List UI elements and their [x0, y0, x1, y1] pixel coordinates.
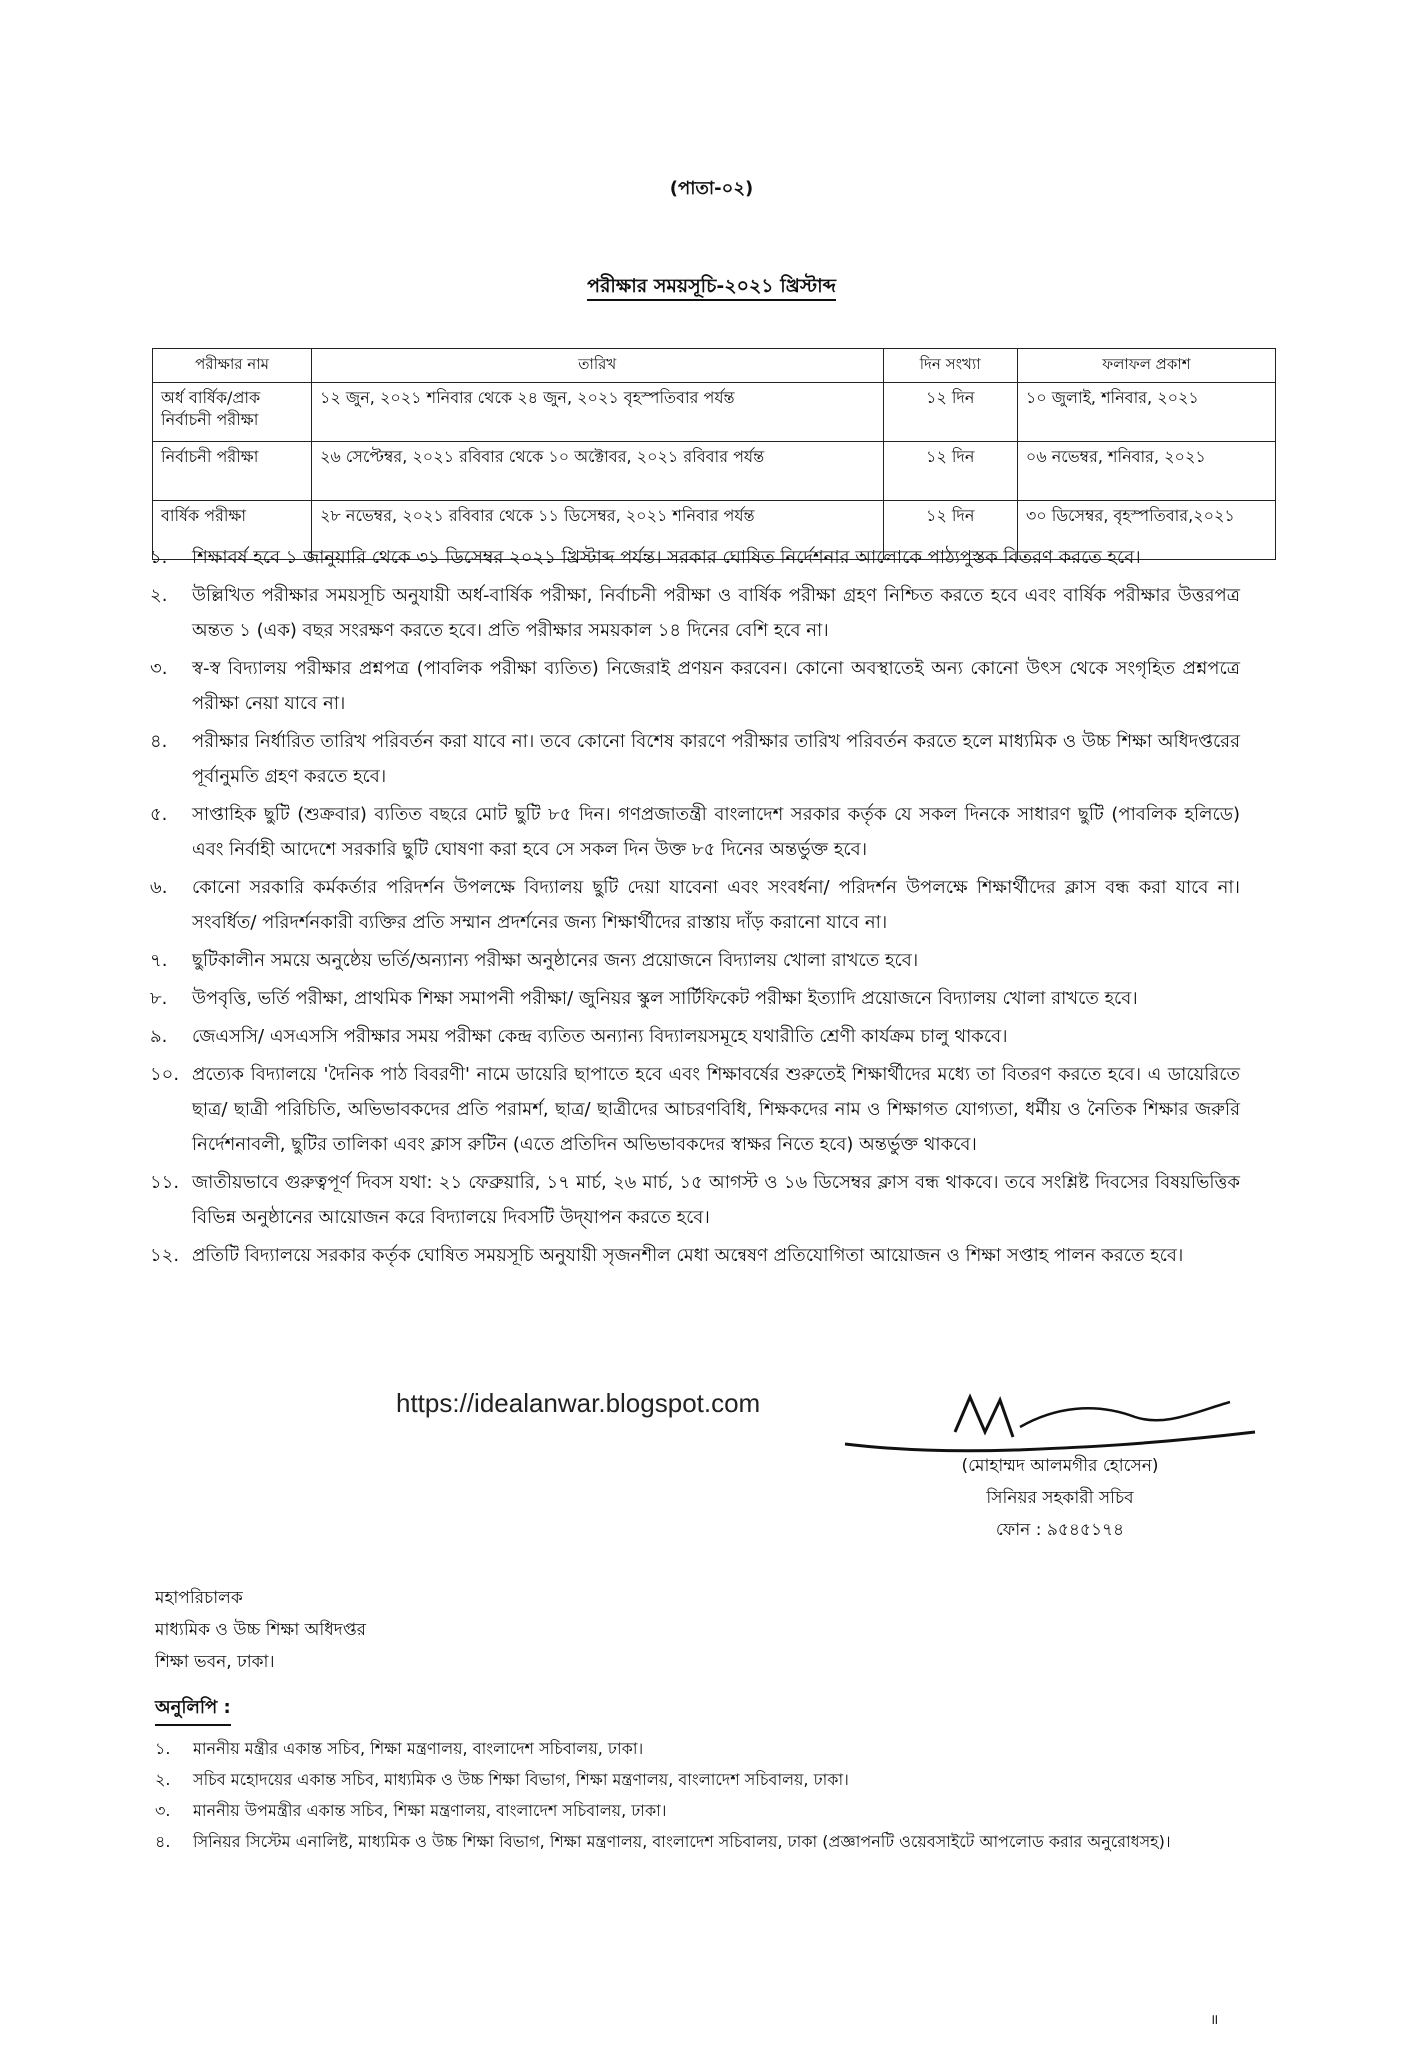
cell-days: ১২ দিন — [883, 442, 1017, 501]
cell-days: ১২ দিন — [883, 383, 1017, 442]
signature-block — [870, 1450, 1250, 1546]
cell-result: ১০ জুলাই, শনিবার, ২০২১ — [1017, 383, 1275, 442]
list-item — [155, 1733, 1255, 1764]
item-number: ৫. — [150, 804, 168, 825]
item-text: জেএসসি/ এসএসসি পরীক্ষার সময় পরীক্ষা কেন্দ্র ব্যতিত অন্যান্য বিদ্যালয়সমূহে যথারীতি শ্রেণী কার্যক্রম চালু থাকবে। — [192, 1026, 1008, 1047]
list-item — [150, 1165, 1240, 1235]
cell-result: ০৬ নভেম্বর, শনিবার, ২০২১ — [1017, 442, 1275, 501]
cell-days: ১২ দিন — [883, 501, 1017, 560]
signer-phone: ফোন : ৯৫৪৫১৭৪ — [995, 1520, 1125, 1540]
item-text: জাতীয়ভাবে গুরুত্বপূর্ণ দিবস যথা: ২১ ফেব্রুয়ারি, ১৭ মার্চ, ২৬ মার্চ, ১৫ আগস্ট ও ১৬ ডিসেম্বর ক্লাস বন্ধ থাকবে। তবে সংশ্লিষ্ট দিবসের বিষয়ভিত্তিক বিভিন্ন অনুষ্ঠানের আয়োজন করে বিদ্যালয়ে দিবসটি উদ্‌যাপন করতে হবে। — [192, 1172, 1240, 1228]
list-item — [150, 724, 1240, 794]
document-title: পরীক্ষার সময়সূচি-২০২১ খ্রিস্টাব্দ — [0, 272, 1423, 304]
cell-date: ২৬ সেপ্টেম্বর, ২০২১ রবিবার থেকে ১০ অক্টোবর, ২০২১ রবিবার পর্যন্ত — [312, 442, 883, 501]
item-text: মাননীয় উপমন্ত্রীর একান্ত সচিব, শিক্ষা মন্ত্রণালয়, বাংলাদেশ সচিবালয়, ঢাকা। — [193, 1801, 667, 1820]
item-text: স্ব-স্ব বিদ্যালয় পরীক্ষার প্রশ্নপত্র (পাবলিক পরীক্ষা ব্যতিত) নিজেরাই প্রণয়ন করবেন। কোনো অবস্থাতেই অন্য কোনো উৎস থেকে সংগৃহিত প্রশ্নপত্রে পরীক্ষা নেয়া যাবে না। — [192, 658, 1240, 714]
item-text: মাননীয় মন্ত্রীর একান্ত সচিব, শিক্ষা মন্ত্রণালয়, বাংলাদেশ সচিবালয়, ঢাকা। — [193, 1739, 644, 1758]
watermark-url: https://idealanwar.blogspot.com — [396, 1388, 761, 1418]
item-number: ১. — [150, 547, 168, 568]
list-item — [150, 1238, 1240, 1273]
item-text: উল্লিখিত পরীক্ষার সময়সূচি অনুযায়ী অর্ধ-বার্ষিক পরীক্ষা, নির্বাচনী পরীক্ষা ও বার্ষিক পরীক্ষা গ্রহণ নিশ্চিত করতে হবে এবং বার্ষিক পরীক্ষার উত্তরপত্র অন্তত ১ (এক) বছর সংরক্ষণ করতে হবে। প্রতি পরীক্ষার সময়কাল ১৪ দিনের বেশি হবে না। — [192, 585, 1240, 641]
item-text: পরীক্ষার নির্ধারিত তারিখ পরিবর্তন করা যাবে না। তবে কোনো বিশেষ কারণে পরীক্ষার তারিখ পরিবর্তন করতে হলে মাধ্যমিক ও উচ্চ শিক্ষা অধিদপ্তরের পূর্বানুমতি গ্রহণ করতে হবে। — [192, 731, 1240, 787]
item-number: ১২. — [150, 1245, 180, 1266]
copies-heading: অনুলিপি : — [155, 1693, 231, 1726]
item-number: ১০. — [150, 1064, 180, 1085]
item-number: ১. — [155, 1739, 171, 1758]
list-item — [155, 1764, 1255, 1795]
table-row — [153, 383, 1276, 442]
item-number: ৯. — [150, 1026, 168, 1047]
exam-schedule-table — [152, 348, 1276, 560]
item-text: প্রতিটি বিদ্যালয়ে সরকার কর্তৃক ঘোষিত সময়সূচি অনুযায়ী সৃজনশীল মেধা অন্বেষণ প্রতিযোগিতা আয়োজন ও শিক্ষা সপ্তাহ পালন করতে হবে। — [192, 1245, 1184, 1266]
table-row — [153, 442, 1276, 501]
signer-name: (মোহাম্মদ আলমগীর হোসেন) — [961, 1456, 1159, 1476]
item-number: ৭. — [150, 950, 168, 971]
item-number: ১১. — [150, 1172, 180, 1193]
item-number: ২. — [155, 1770, 171, 1789]
col-header-date: তারিখ — [312, 349, 883, 383]
cell-exam-name: অর্ধ বার্ষিক/প্রাক নির্বাচনী পরীক্ষা — [153, 383, 312, 442]
item-number: ৬. — [150, 877, 168, 898]
item-text: সাপ্তাহিক ছুটি (শুক্রবার) ব্যতিত বছরে মোট ছুটি ৮৫ দিন। গণপ্রজাতন্ত্রী বাংলাদেশ সরকার কর্তৃক যে সকল দিনকে সাধারণ ছুটি (পাবলিক হলিডে) এবং নির্বাহী আদেশে সরকারি ছুটি ঘোষণা করা হবে সে সকল দিন উক্ত ৮৫ দিনের অন্তর্ভুক্ত হবে। — [192, 804, 1240, 860]
recipient-line: মহাপরিচালক — [155, 1588, 243, 1608]
list-item — [150, 1057, 1240, 1162]
item-number: ৪. — [150, 731, 168, 752]
item-text: ছুটিকালীন সময়ে অনুষ্ঠেয় ভর্তি/অন্যান্য পরীক্ষা অনুষ্ঠানের জন্য প্রয়োজনে বিদ্যালয় খোলা রাখতে হবে। — [192, 950, 919, 971]
list-item — [150, 981, 1240, 1016]
item-text: সচিব মহোদয়ের একান্ত সচিব, মাধ্যমিক ও উচ্চ শিক্ষা বিভাগ, শিক্ষা মন্ত্রণালয়, বাংলাদেশ সচিবালয়, ঢাকা। — [193, 1770, 849, 1789]
signer-designation: সিনিয়র সহকারী সচিব — [986, 1488, 1134, 1508]
item-text: কোনো সরকারি কর্মকর্তার পরিদর্শন উপলক্ষে বিদ্যালয় ছুটি দেয়া যাবেনা এবং সংবর্ধনা/ পরিদর্শন উপলক্ষে শিক্ষার্থীদের ক্লাস বন্ধ করা যাবে না। সংবর্ধিত/ পরিদর্শনকারী ব্যক্তির প্রতি সম্মান প্রদর্শনের জন্য শিক্ষার্থীদের রাস্তায় দাঁড় করানো যাবে না। — [192, 877, 1240, 933]
list-item — [155, 1826, 1255, 1857]
page-number-label: (পাতা-০২) — [669, 178, 754, 199]
page-end-mark: ॥ — [1210, 2012, 1219, 2028]
item-number: ২. — [150, 585, 168, 606]
cell-date: ২৮ নভেম্বর, ২০২১ রবিবার থেকে ১১ ডিসেম্বর, ২০২১ শনিবার পর্যন্ত — [312, 501, 883, 560]
item-text: শিক্ষাবর্ষ হবে ১ জানুয়ারি থেকে ৩১ ডিসেম্বর ২০২১ খ্রিস্টাব্দ পর্যন্ত। সরকার ঘোষিত নির্দেশনার আলোকে পাঠ্যপুস্তক বিতরণ করতে হবে। — [192, 547, 1141, 568]
list-item — [150, 943, 1240, 978]
item-text: উপবৃত্তি, ভর্তি পরীক্ষা, প্রাথমিক শিক্ষা সমাপনী পরীক্ষা/ জুনিয়র স্কুল সার্টিফিকেট পরীক্ষা ইত্যাদি প্রয়োজনে বিদ্যালয় খোলা রাখতে হবে। — [192, 988, 1138, 1009]
item-text: সিনিয়র সিস্টেম এনালিষ্ট, মাধ্যমিক ও উচ্চ শিক্ষা বিভাগ, শিক্ষা মন্ত্রণালয়, বাংলাদেশ সচিবালয়, ঢাকা (প্রজ্ঞাপনটি ওয়েবসাইটে আপলোড করার অনুরোধসহ)। — [193, 1832, 1171, 1851]
recipient-block — [155, 1582, 366, 1678]
cell-date: ১২ জুন, ২০২১ শনিবার থেকে ২৪ জুন, ২০২১ বৃহস্পতিবার পর্যন্ত — [312, 383, 883, 442]
table-header-row — [153, 349, 1276, 383]
col-header-days: দিন সংখ্যা — [883, 349, 1017, 383]
copies-list — [155, 1733, 1255, 1857]
item-number: ৮. — [150, 988, 168, 1009]
recipient-line: শিক্ষা ভবন, ঢাকা। — [155, 1652, 275, 1672]
cell-result: ৩০ ডিসেম্বর, বৃহস্পতিবার,২০২১ — [1017, 501, 1275, 560]
list-item — [150, 870, 1240, 940]
item-number: ৩. — [155, 1801, 171, 1820]
list-item — [150, 651, 1240, 721]
list-item — [150, 1019, 1240, 1054]
item-number: ৪. — [155, 1832, 171, 1851]
recipient-line: মাধ্যমিক ও উচ্চ শিক্ষা অধিদপ্তর — [155, 1620, 367, 1640]
col-header-result: ফলাফল প্রকাশ — [1017, 349, 1275, 383]
cell-exam-name: বার্ষিক পরীক্ষা — [153, 501, 312, 560]
instruction-list — [150, 540, 1240, 1276]
list-item — [150, 797, 1240, 867]
list-item — [150, 540, 1240, 575]
col-header-exam-name: পরীক্ষার নাম — [153, 349, 312, 383]
list-item — [150, 578, 1240, 648]
item-number: ৩. — [150, 658, 168, 679]
item-text: প্রত্যেক বিদ্যালয়ে 'দৈনিক পাঠ বিবরণী' নামে ডায়েরি ছাপাতে হবে এবং শিক্ষাবর্ষের শুরুতেই শিক্ষার্থীদের মধ্যে তা বিতরণ করতে হবে। এ ডায়েরিতে ছাত্র/ ছাত্রী পরিচিতি, অভিভাবকদের প্রতি পরামর্শ, ছাত্র/ ছাত্রীদের আচরণবিধি, শিক্ষকদের নাম ও শিক্ষাগত যোগ্যতা, ধর্মীয় ও নৈতিক শিক্ষার জরুরি নির্দেশনাবলী, ছুটির তালিকা এবং ক্লাস রুটিন (এতে প্রতিদিন অভিভাবকদের স্বাক্ষর নিতে হবে) অন্তর্ভুক্ত থাকবে। — [192, 1064, 1240, 1155]
list-item — [155, 1795, 1255, 1826]
cell-exam-name: নির্বাচনী পরীক্ষা — [153, 442, 312, 501]
